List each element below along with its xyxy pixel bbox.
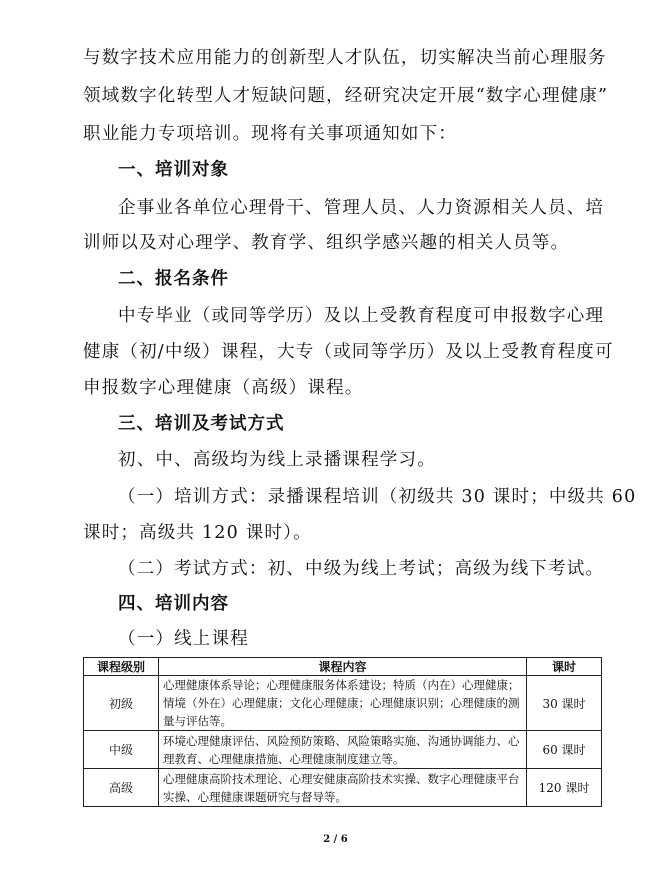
course-content-cell: 心理健康体系导论；心理健康服务体系建设；特质（内在）心理健康；情境（外在）心理健康；文化心理健康；心理健康识别；心理健康的测量与评估等。 — [159, 676, 527, 731]
page-number: 2 / 6 — [323, 834, 348, 845]
paragraph-line: 初、中、高级均为线上录播课程学习。 — [118, 450, 436, 470]
course-table — [83, 657, 602, 807]
course-hours-cell: 60 课时 — [527, 731, 602, 769]
course-level-cell: 高级 — [84, 769, 159, 807]
course-content-cell: 心理健康高阶技术理论、心理安健康高阶技术实操、数字心理健康平台实操、心理健康课题研究与督导等。 — [159, 769, 527, 807]
course-level-cell: 中级 — [84, 731, 159, 769]
course-hours-cell: 120 课时 — [527, 769, 602, 807]
table-row — [84, 676, 602, 731]
course-hours-cell: 30 课时 — [527, 676, 602, 731]
section-heading-content: 四、培训内容 — [118, 594, 229, 614]
subsection-online-course: （一）线上课程 — [118, 629, 249, 649]
paragraph-line: 企事业各单位心理骨干、管理人员、人力资源相关人员、培 — [118, 198, 605, 218]
table-header-row — [84, 658, 602, 676]
paragraph-line: 申报数字心理健康（高级）课程。 — [83, 378, 364, 398]
table-row — [84, 731, 602, 769]
section-heading-conditions: 二、报名条件 — [118, 269, 229, 289]
paragraph-line: 健康（初/中级）课程，大专（或同等学历）及以上受教育程度可 — [83, 342, 614, 362]
section-heading-method: 三、培训及考试方式 — [118, 414, 285, 434]
section-heading-target: 一、培训对象 — [118, 160, 229, 180]
paragraph-line: 课时；高级共 120 课时）。 — [83, 523, 312, 543]
course-content-cell: 环境心理健康评估、风险预防策略、风险策略实施、沟通协调能力、心理教育、心理健康措施、心理健康制度建立等。 — [159, 731, 527, 769]
course-level-cell: 初级 — [84, 676, 159, 731]
column-header-content: 课程内容 — [159, 658, 527, 676]
paragraph-line: 领域数字化转型人才短缺问题，经研究决定开展“数字心理健康” — [83, 86, 609, 106]
paragraph-line: 中专毕业（或同等学历）及以上受教育程度可申报数字心理 — [118, 306, 605, 326]
paragraph-line: 与数字技术应用能力的创新型人才队伍，切实解决当前心理服务 — [83, 48, 607, 68]
table-row — [84, 769, 602, 807]
paragraph-line: 训师以及对心理学、教育学、组织学感兴趣的相关人员等。 — [83, 233, 570, 253]
paragraph-line: （二）考试方式：初、中级为线上考试；高级为线下考试。 — [118, 559, 605, 579]
paragraph-line: （一）培训方式：录播课程培训（初级共 30 课时；中级共 60 — [118, 487, 637, 507]
column-header-hours: 课时 — [527, 658, 602, 676]
paragraph-line: 职业能力专项培训。现将有关事项通知如下： — [83, 124, 457, 144]
column-header-level: 课程级别 — [84, 658, 159, 676]
